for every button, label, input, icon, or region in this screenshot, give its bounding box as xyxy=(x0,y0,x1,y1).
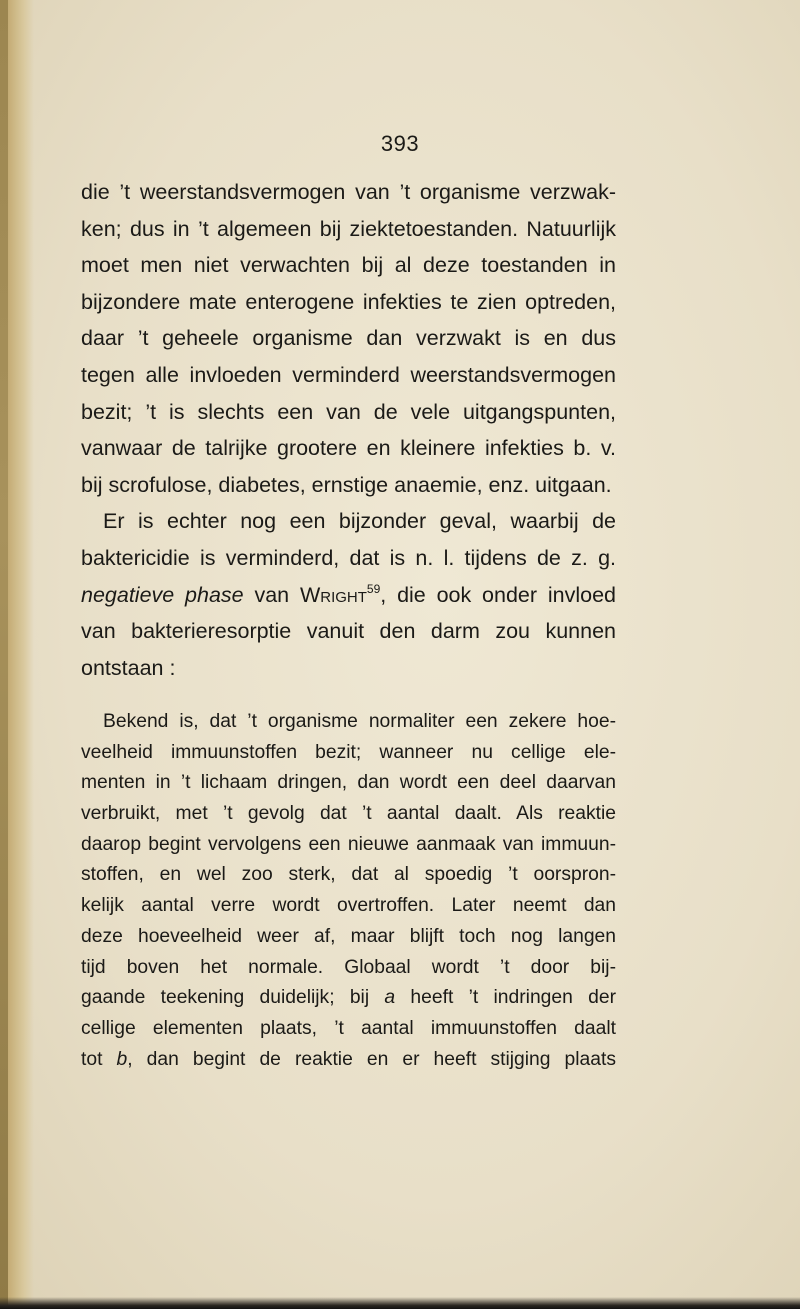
text-line: bezit; ’t is slechts een van de vele uitgangspunten, xyxy=(81,399,616,424)
text-line: vanwaar de talrijke grootere en kleinere infekties b. v. xyxy=(81,436,616,461)
text-line: ontstaan : xyxy=(81,655,176,680)
text-line: bij scrofulose, diabetes, ernstige anaemie, enz. uitgaan. xyxy=(81,472,612,497)
text-line: daarop begint vervolgens een nieuwe aanmaak van immuun- xyxy=(81,833,616,855)
text-line-with-citation xyxy=(81,577,616,614)
text-line: tijd boven het normale. Globaal wordt ’t door bij- xyxy=(81,956,616,978)
text-line: veelheid immuunstoffen bezit; wanneer nu cellige ele- xyxy=(81,741,616,763)
text-fragment: gaande teekening duidelijk; bij xyxy=(81,987,385,1009)
paragraph-large xyxy=(81,174,616,686)
text-fragment: , dan begint de reaktie en er heeft stijging plaats xyxy=(127,1048,617,1070)
text-line: Bekend is, dat ’t organisme normaliter een zekere hoe- xyxy=(103,711,616,732)
author-name: Wright xyxy=(299,582,367,607)
text-line: ken; dus in ’t algemeen bij ziektetoestanden. Natuurlijk xyxy=(81,216,616,241)
italic-term: negatieve phase xyxy=(81,582,244,607)
text-line: stoffen, en wel zoo sterk, dat al spoedig ’t oorspron- xyxy=(81,864,616,886)
variable-b: b xyxy=(116,1048,128,1070)
text-line-with-variable xyxy=(81,983,616,1014)
text-line: deze hoeveelheid weer af, maar blijft toch nog langen xyxy=(81,925,616,947)
page-bottom-edge xyxy=(0,1297,800,1309)
text-fragment: , die ook onder invloed xyxy=(380,582,616,607)
text-fragment: van xyxy=(243,582,300,607)
text-line: menten in ’t lichaam dringen, dan wordt een deel daarvan xyxy=(81,772,616,794)
paragraph-small xyxy=(81,707,616,1075)
text-line: van bakterieresorptie vanuit den darm zou kunnen xyxy=(81,619,616,644)
text-line: bijzondere mate enterogene infekties te zien optreden, xyxy=(81,289,616,314)
text-line: Er is echter nog een bijzonder geval, waarbij de xyxy=(103,509,616,534)
text-line: moet men niet verwachten bij al deze toestanden in xyxy=(81,253,616,278)
text-line: daar ’t geheele organisme dan verzwakt is en dus xyxy=(81,326,616,351)
text-line: verbruikt, met ’t gevolg dat ’t aantal daalt. Als reaktie xyxy=(81,803,616,825)
text-fragment: tot xyxy=(81,1048,117,1070)
text-line-with-variable xyxy=(81,1045,616,1076)
page-number: 393 xyxy=(380,131,420,156)
text-line: tegen alle invloeden verminderd weerstandsvermogen xyxy=(81,362,616,387)
text-fragment: heeft ’t indringen der xyxy=(395,987,616,1009)
text-line: cellige elementen plaats, ’t aantal immuunstoffen daalt xyxy=(81,1017,616,1039)
reference-number: 59 xyxy=(366,581,381,596)
text-line: die ’t weerstandsvermogen van ’t organisme verzwak- xyxy=(81,180,616,204)
page-binding-edge xyxy=(0,0,34,1309)
variable-a: a xyxy=(384,987,396,1009)
text-line: kelijk aantal verre wordt overtroffen. Later neemt dan xyxy=(81,895,616,917)
text-line: baktericidie is verminderd, dat is n. l. tijdens de z. g. xyxy=(81,545,616,570)
